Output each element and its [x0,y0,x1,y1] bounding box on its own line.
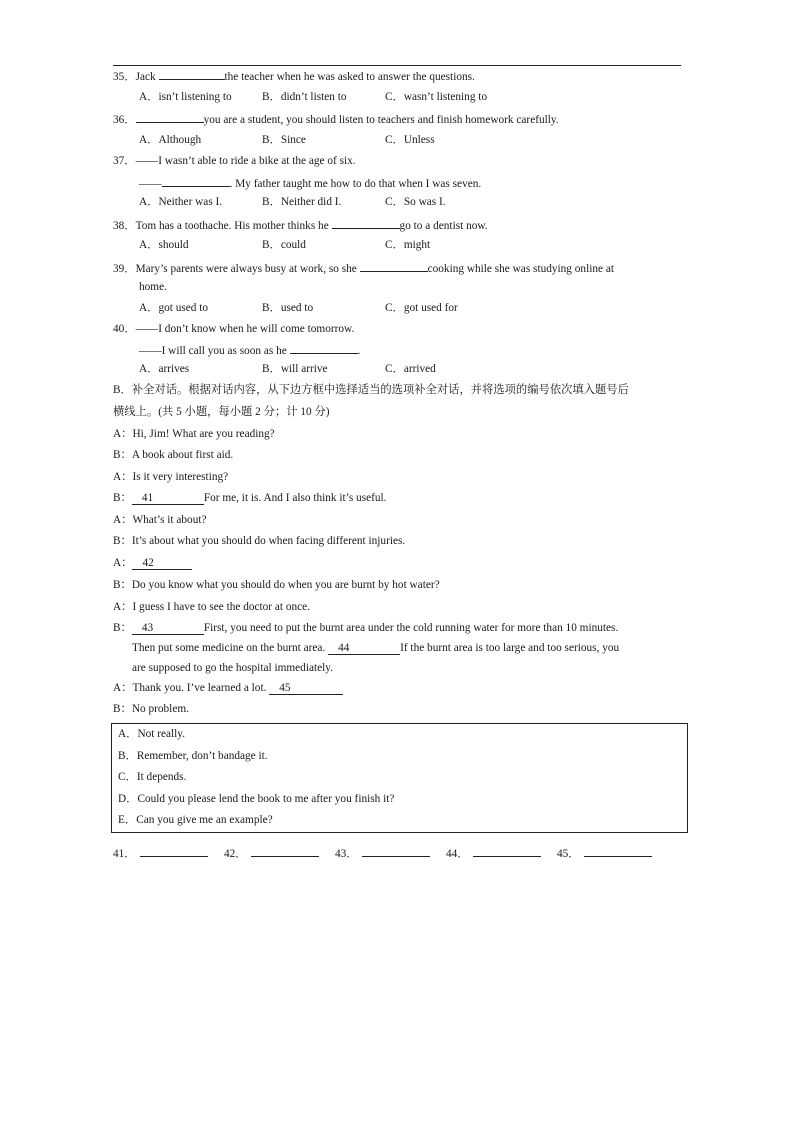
option-a[interactable]: A．should [139,239,189,251]
option-a[interactable]: A．got used to [139,302,209,314]
speaker-label: B： [113,703,132,715]
option-a[interactable]: A．isn’t listening to [139,91,232,103]
question-number: 35． [113,71,136,83]
speaker-label: A： [113,682,133,694]
choices-box [111,723,688,833]
dialogue-line: A：Hi, Jim! What are you reading? [113,428,275,440]
answer-42: 42． [224,845,319,861]
answer-blank[interactable] [159,68,225,80]
option-c[interactable]: C．got used for [385,302,458,314]
choice-b: B．Remember, don’t bandage it. [118,750,268,762]
top-rule [113,65,681,66]
speaker-label: B： [113,579,132,591]
speaker-label: B： [113,535,132,547]
blank-42[interactable]: 42 [132,557,192,570]
option-b[interactable]: B．didn’t listen to [262,91,347,103]
section-b-instruction: B．补全对话。根据对话内容，从下边方框中选择适当的选项补全对话，并将选项的编号依次填入题号后 [113,384,629,396]
question-35: 35．Jack the teacher when he was asked to answer the questions. [113,68,475,84]
choice-e: E．Can you give me an example? [118,814,273,826]
option-c[interactable]: C．wasn’t listening to [385,91,488,103]
option-c[interactable]: C．So was I. [385,196,446,208]
option-a[interactable]: A．arrives [139,363,190,375]
answer-blank[interactable] [362,845,430,857]
speaker-label: B： [113,492,132,504]
dialogue-line: B：Do you know what you should do when you are burnt by hot water? [113,579,440,591]
blank-43[interactable]: 43 [132,622,204,635]
question-39-continued: home. [139,281,167,293]
choice-d: D．Could you please lend the book to me after you finish it? [118,793,395,805]
dialogue-line: are supposed to go the hospital immediately. [132,662,333,674]
answer-blank[interactable] [584,845,652,857]
dialogue-line: B：It’s about what you should do when facing different injuries. [113,535,406,547]
option-b[interactable]: B．will arrive [262,363,328,375]
answer-blank[interactable] [290,342,358,354]
question-40-reply: ——I will call you as soon as he . [139,342,360,358]
speaker-label: A： [113,471,133,483]
question-number: 38． [113,220,136,232]
dialogue-line: A：Is it very interesting? [113,471,229,483]
blank-45[interactable]: 45 [269,682,343,695]
section-b-instruction-cont: 横线上。(共 5 小题，每小题 2 分；计 10 分) [113,406,330,418]
question-number: 37． [113,155,136,167]
dialogue-line: A：I guess I have to see the doctor at once. [113,601,311,613]
answer-blank[interactable] [140,845,208,857]
answer-44: 44． [446,845,541,861]
option-c[interactable]: C．arrived [385,363,436,375]
answer-41: 41． [113,845,208,861]
option-c[interactable]: C．Unless [385,134,435,146]
answer-blank[interactable] [360,260,428,272]
blank-44[interactable]: 44 [328,642,400,655]
option-a[interactable]: A．Neither was I. [139,196,223,208]
question-number: 36． [113,114,136,126]
speaker-label: A： [113,601,133,613]
choice-a: A．Not really. [118,728,186,740]
question-39: 39．Mary’s parents were always busy at work, so she cooking while she was studying online at [113,260,614,276]
dialogue-line: B：No problem. [113,703,189,715]
choice-c: C．It depends. [118,771,187,783]
option-b[interactable]: B．could [262,239,306,251]
option-b[interactable]: B．Neither did I. [262,196,342,208]
question-36: 36． you are a student, you should listen to teachers and finish homework carefully. [113,111,559,127]
dialogue-line: B： 41 For me, it is. And I also think it’s useful. [113,492,387,504]
answer-43: 43． [335,845,430,861]
dialogue-line: B： 43 First, you need to put the burnt area under the cold running water for more than 10 minutes. [113,622,619,634]
question-number: 40． [113,323,136,335]
question-37-reply: —— . My father taught me how to do that when I was seven. [139,175,481,191]
dialogue-line: A：What’s it about? [113,514,207,526]
question-number: 39． [113,263,136,275]
option-c[interactable]: C．might [385,239,431,251]
dialogue-line: B：A book about first aid. [113,449,234,461]
answer-45: 45． [557,845,652,861]
answer-blank[interactable] [251,845,319,857]
dialogue-line [113,556,192,570]
speaker-label: A： [113,557,133,569]
option-b[interactable]: B．used to [262,302,314,314]
speaker-label: A： [113,514,133,526]
dialogue-line: A：Thank you. I’ve learned a lot. 45 [113,681,343,695]
speaker-label: A： [113,428,133,440]
answer-blank[interactable] [136,111,204,123]
question-38: 38．Tom has a toothache. His mother thinks he go to a dentist now. [113,217,488,233]
answer-blank[interactable] [162,175,230,187]
question-40: 40．——I don’t know when he will come tomorrow. [113,323,355,335]
speaker-label: B： [113,622,132,634]
blank-41[interactable]: 41 [132,492,204,505]
speaker-label: B： [113,449,132,461]
option-a[interactable]: A．Although [139,134,202,146]
dialogue-line: Then put some medicine on the burnt area. 44 If the burnt area is too large and too serious, you [132,642,620,654]
answer-blank[interactable] [332,217,400,229]
option-b[interactable]: B．Since [262,134,306,146]
answer-blank[interactable] [473,845,541,857]
question-37: 37．——I wasn’t able to ride a bike at the age of six. [113,155,356,167]
